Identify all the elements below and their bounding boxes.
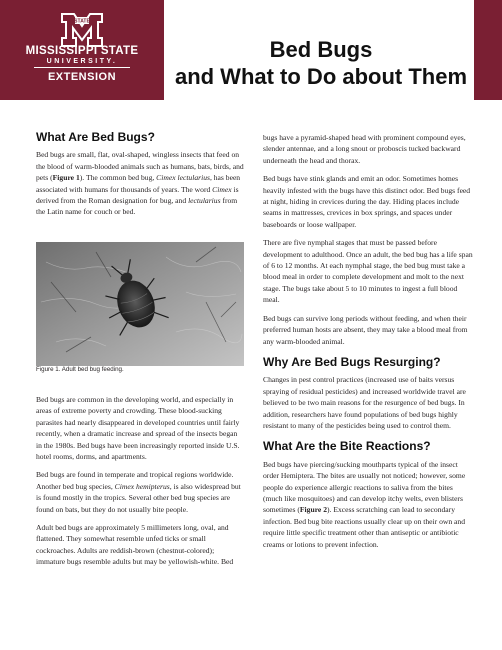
paragraph-head-description: bugs have a pyramid-shaped head with prominent compound eyes, slender antennae, and a long snout or proboscis tucked backward underneath the head and thorax.: [263, 133, 466, 165]
header-accent-tab: [474, 0, 502, 100]
title-line-1: Bed Bugs: [269, 37, 373, 62]
logo-university-label: UNIVERSITY.: [46, 58, 118, 65]
heading-what-are-bed-bugs: What Are Bed Bugs?: [36, 130, 155, 144]
page-title: [168, 36, 474, 90]
msu-m-logo-icon: [60, 12, 104, 48]
paragraph-survival: Bed bugs can survive long periods without feeding, and when their preferred human hosts are absent, they may take a blood meal from any warm-blooded animal.: [263, 313, 468, 346]
paragraph-adult-description: Adult bed bugs are approximately 5 millimeters long, oval, and flattened. They somewhat resemble unfed ticks or small cockroaches. Adults are reddish-brown (chestnut-colored); immature bugs resemble adults but may be yellowish-white. Bed: [36, 523, 234, 567]
paragraph-nymphal-stages: There are five nymphal stages that must be passed before development to adulthood. Once an adult, the bed bug has a life span of 6 to 12 months. At each nymphal stage, the bed bug must take a blood meal in order to complete development and molt to the next stage. The bugs take about 5 to 10 minutes to ingest a full blood meal.: [263, 238, 473, 305]
title-line-2: and What to Do about Them: [174, 64, 468, 89]
header-band: [0, 0, 164, 100]
paragraph-regions: Bed bugs are found in temperate and tropical regions worldwide. Another bed bug species, Cimex hemipterus, is also widespread but is found mostly in the tropics. Several other bed bug species are found on bats, but they do not usually bite people.: [36, 470, 241, 514]
svg-text:STATE: STATE: [74, 18, 90, 25]
logo-university-name: MISSISSIPPI STATE: [25, 45, 139, 57]
figure-1-caption: Figure 1. Adult bed bug feeding.: [36, 366, 124, 373]
paragraph-developing-world: Bed bugs are common in the developing world, and especially in areas of extreme poverty and crowding. These blood-sucking parasites had nearly disappeared in developed countries until fairly recently, when a dramatic increase and spread of the insects began in the 1980s. Bed bugs have been increasingly reported inside U.S. hotel rooms, dorms, and apartments.: [36, 395, 240, 462]
right-column: [263, 132, 473, 557]
heading-resurging: Why Are Bed Bugs Resurging?: [263, 354, 441, 369]
bed-bug-photo: [36, 242, 244, 366]
logo-extension-label: EXTENSION: [47, 71, 117, 83]
paragraph-intro: Bed bugs are small, flat, oval-shaped, wingless insects that feed on the blood of warm-blooded animals such as humans, bats, birds, and pets (Figure 1). The common bed bug, Cimex lectularius, has been associated with humans for thousands of years. The word Cimex is derived from the Roman designation for bug, and lectularius from the Latin name for couch or bed.: [36, 150, 244, 217]
paragraph-bites: Bed bugs have piercing/sucking mouthparts typical of the insect order Hemiptera. The bites are usually not noticed; however, some people do experience allergic reactions to saliva from the bites (much like mosquitoes) and can develop itchy welts, even blisters sometimes (Figure 2). Excess scratching can lead to secondary infection. Bed bug bite reactions usually clear up on their own and require little specific treatment other than antiseptic or antibiotic creams or lotions to prevent infection.: [263, 459, 466, 549]
heading-bite-reactions: What Are the Bite Reactions?: [263, 439, 431, 454]
paragraph-stink-glands: Bed bugs have stink glands and emit an odor. Sometimes homes heavily infested with the bugs have this distinct odor. Bed bugs feed at night, hiding in crevices during the day. Hiding places include seams in mattresses, crevices in box springs, and spaces under baseboards or loose wallpaper.: [263, 174, 471, 229]
logo-divider: [34, 67, 130, 68]
left-column-bottom: [36, 394, 244, 575]
left-column-top: [36, 132, 244, 225]
paragraph-resurgence: Changes in pest control practices (increased use of baits versus spraying of residual pesticides) and increased worldwide travel are believed to be two main reasons for the resurgence of bed bugs. In addition, researchers have found populations of bed bugs highly resistant to many of the pesticides being used to control them.: [263, 375, 466, 430]
